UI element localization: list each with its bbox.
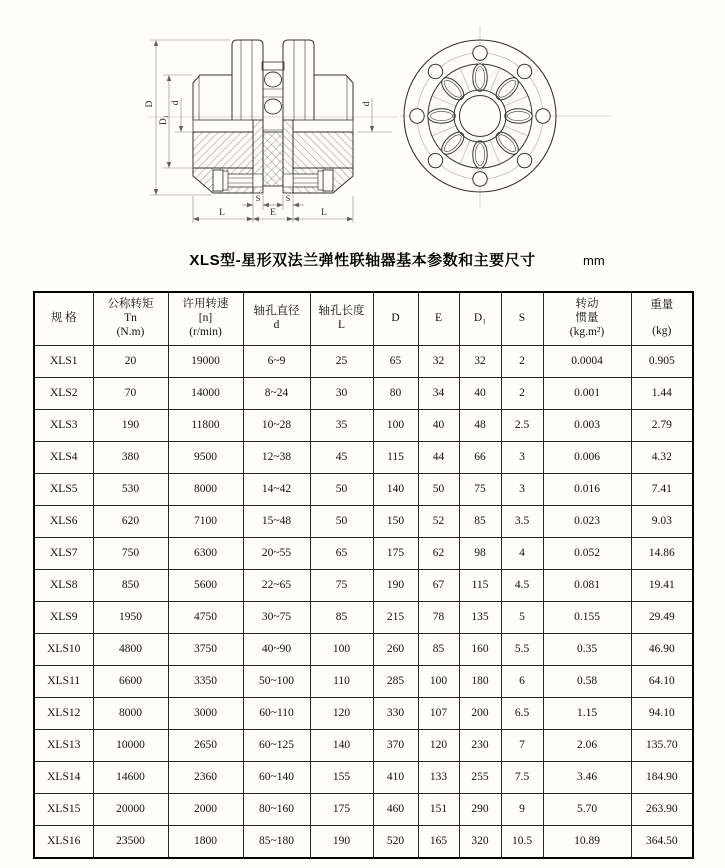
title-row [0,250,725,272]
label-D: D [145,100,155,108]
dimension-lines [150,40,392,223]
cell-bore: 60~140 [243,762,310,794]
table-row [34,410,693,442]
cell-speed: 3350 [168,666,243,698]
cell-torque: 1950 [93,602,168,634]
cell-spec: XLS15 [34,794,93,826]
cell-spec: XLS11 [34,666,93,698]
cell-D: 175 [373,538,418,570]
table-body [34,346,693,859]
left-bolt-head [213,170,223,191]
cell-E: 62 [418,538,459,570]
table-row [34,826,693,859]
table-row [34,730,693,762]
center-crosshatch [263,132,283,186]
cell-D1: 32 [459,346,501,378]
cell-D1: 85 [459,506,501,538]
cell-S: 6 [501,666,543,698]
cell-weight: 29.49 [631,602,693,634]
cell-S: 4 [501,538,543,570]
cell-weight: 1.44 [631,378,693,410]
spec-table [33,291,694,859]
cell-speed: 7100 [168,506,243,538]
cell-inertia: 2.06 [543,730,631,762]
cell-torque: 70 [93,378,168,410]
table-row [34,570,693,602]
cell-bore: 6~9 [243,346,310,378]
unit-label: mm [583,253,605,268]
table-row [34,698,693,730]
cell-D1: 255 [459,762,501,794]
cell-weight: 94.10 [631,698,693,730]
cell-torque: 8000 [93,698,168,730]
right-hub-outline [283,40,314,120]
cell-torque: 620 [93,506,168,538]
cell-spec: XLS13 [34,730,93,762]
cell-weight: 19.41 [631,570,693,602]
cell-length: 85 [310,602,373,634]
cell-spec: XLS12 [34,698,93,730]
left-hatched-mass [193,132,253,168]
cell-spec: XLS9 [34,602,93,634]
cell-D1: 75 [459,474,501,506]
cell-E: 44 [418,442,459,474]
label-S-left: S [255,193,261,203]
cell-inertia: 5.70 [543,794,631,826]
cell-spec: XLS16 [34,826,93,859]
cell-spec: XLS14 [34,762,93,794]
cell-speed: 2360 [168,762,243,794]
left-hub-outline [232,40,263,120]
cell-speed: 1800 [168,826,243,859]
cell-speed: 3000 [168,698,243,730]
cell-bore: 12~38 [243,442,310,474]
column-header-length: 轴孔长度 L [310,292,373,346]
elastomer-pellet-top [265,72,282,87]
label-S-right: S [285,193,291,203]
column-header-E: E [418,292,459,346]
cell-weight: 64.10 [631,666,693,698]
cell-speed: 3750 [168,634,243,666]
cell-E: 32 [418,346,459,378]
cell-weight: 46.90 [631,634,693,666]
cell-inertia: 0.001 [543,378,631,410]
cell-D: 140 [373,474,418,506]
cell-speed: 2650 [168,730,243,762]
cell-bore: 60~110 [243,698,310,730]
table-row [34,506,693,538]
cell-E: 133 [418,762,459,794]
cell-E: 40 [418,410,459,442]
cell-S: 2 [501,378,543,410]
cell-inertia: 0.006 [543,442,631,474]
cell-length: 35 [310,410,373,442]
cell-D: 330 [373,698,418,730]
cell-E: 107 [418,698,459,730]
cell-spec: XLS6 [34,506,93,538]
cell-spec: XLS10 [34,634,93,666]
cell-weight: 9.03 [631,506,693,538]
column-header-weight: 重量 (kg) [631,292,693,346]
cell-speed: 11800 [168,410,243,442]
cell-torque: 4800 [93,634,168,666]
cell-E: 120 [418,730,459,762]
column-header-D: D [373,292,418,346]
table-row [34,378,693,410]
cell-D1: 98 [459,538,501,570]
cell-D1: 48 [459,410,501,442]
cell-D1: 320 [459,826,501,859]
cell-inertia: 3.46 [543,762,631,794]
cell-length: 75 [310,570,373,602]
cell-length: 25 [310,346,373,378]
right-bore-strip [293,120,353,132]
cell-inertia: 0.052 [543,538,631,570]
cell-inertia: 0.023 [543,506,631,538]
cell-bore: 85~180 [243,826,310,859]
section-view [148,40,398,193]
cell-S: 6.5 [501,698,543,730]
cell-inertia: 0.0004 [543,346,631,378]
cell-spec: XLS7 [34,538,93,570]
cell-torque: 190 [93,410,168,442]
cell-weight: 263.90 [631,794,693,826]
cell-torque: 23500 [93,826,168,859]
cell-length: 110 [310,666,373,698]
cell-spec: XLS8 [34,570,93,602]
cell-bore: 15~48 [243,506,310,538]
cell-S: 5 [501,602,543,634]
cell-bore: 50~100 [243,666,310,698]
cell-S: 2.5 [501,410,543,442]
cell-length: 50 [310,474,373,506]
coupling-drawing-svg [0,0,725,250]
cell-weight: 14.86 [631,538,693,570]
front-view [400,26,612,208]
cell-D: 100 [373,410,418,442]
cell-inertia: 1.15 [543,698,631,730]
elastomer-pellet-bottom [265,99,282,114]
cell-S: 3 [501,442,543,474]
cell-spec: XLS4 [34,442,93,474]
table-header-row [34,292,693,346]
table-row [34,794,693,826]
cell-speed: 5600 [168,570,243,602]
cell-inertia: 10.89 [543,826,631,859]
cell-inertia: 0.58 [543,666,631,698]
cell-D: 65 [373,346,418,378]
cell-E: 100 [418,666,459,698]
cell-D: 410 [373,762,418,794]
cell-inertia: 0.081 [543,570,631,602]
table-row [34,442,693,474]
cell-torque: 850 [93,570,168,602]
cell-S: 7.5 [501,762,543,794]
cell-D1: 40 [459,378,501,410]
cell-speed: 6300 [168,538,243,570]
cell-torque: 10000 [93,730,168,762]
table-row [34,474,693,506]
cell-inertia: 0.016 [543,474,631,506]
cell-weight: 7.41 [631,474,693,506]
column-header-S: S [501,292,543,346]
technical-drawing [0,0,725,250]
cell-S: 4.5 [501,570,543,602]
label-D1: D₁ [159,114,169,126]
column-header-bore: 轴孔直径 d [243,292,310,346]
table-row [34,538,693,570]
cell-S: 3 [501,474,543,506]
column-header-inertia: 转动 惯量 (kg.m²) [543,292,631,346]
label-d-left: d [171,100,181,106]
cell-D1: 180 [459,666,501,698]
table-row [34,346,693,378]
cell-length: 65 [310,538,373,570]
cell-length: 190 [310,826,373,859]
cell-length: 30 [310,378,373,410]
cell-E: 85 [418,634,459,666]
cell-weight: 364.50 [631,826,693,859]
cell-weight: 184.90 [631,762,693,794]
cell-length: 175 [310,794,373,826]
cell-E: 78 [418,602,459,634]
cell-speed: 19000 [168,346,243,378]
cell-spec: XLS3 [34,410,93,442]
cell-length: 140 [310,730,373,762]
center-bore [460,96,501,137]
cell-bore: 30~75 [243,602,310,634]
cell-E: 34 [418,378,459,410]
page-title: XLS型-星形双法兰弹性联轴器基本参数和主要尺寸 [189,252,536,269]
cell-D: 190 [373,570,418,602]
cell-E: 151 [418,794,459,826]
cell-S: 7 [501,730,543,762]
cell-D: 215 [373,602,418,634]
table-row [34,666,693,698]
cell-torque: 6600 [93,666,168,698]
cell-bore: 20~55 [243,538,310,570]
cell-D: 285 [373,666,418,698]
cell-D1: 200 [459,698,501,730]
cell-D: 115 [373,442,418,474]
left-bore-strip [193,120,253,132]
cell-D: 460 [373,794,418,826]
cell-length: 155 [310,762,373,794]
label-E: E [270,208,276,218]
table-row [34,602,693,634]
cell-S: 9 [501,794,543,826]
cell-spec: XLS5 [34,474,93,506]
cell-E: 50 [418,474,459,506]
cell-D: 150 [373,506,418,538]
cell-speed: 9500 [168,442,243,474]
cell-bore: 80~160 [243,794,310,826]
cell-torque: 20000 [93,794,168,826]
right-hatched-mass [293,132,353,168]
cell-D: 370 [373,730,418,762]
cell-E: 52 [418,506,459,538]
cell-S: 5.5 [501,634,543,666]
cell-inertia: 0.35 [543,634,631,666]
label-L-left: L [219,208,225,218]
cell-length: 50 [310,506,373,538]
cell-D1: 115 [459,570,501,602]
cell-bore: 22~65 [243,570,310,602]
column-header-spec: 规 格 [34,292,93,346]
cell-bore: 60~125 [243,730,310,762]
cell-weight: 0.905 [631,346,693,378]
cell-bore: 10~28 [243,410,310,442]
cell-weight: 2.79 [631,410,693,442]
right-bolt-head [323,170,333,191]
cell-D: 80 [373,378,418,410]
table-row [34,762,693,794]
cell-weight: 135.70 [631,730,693,762]
cell-speed: 2000 [168,794,243,826]
cell-D1: 290 [459,794,501,826]
cell-torque: 380 [93,442,168,474]
table-row [34,634,693,666]
cell-bore: 14~42 [243,474,310,506]
cell-spec: XLS1 [34,346,93,378]
cell-D1: 230 [459,730,501,762]
cell-speed: 14000 [168,378,243,410]
cell-inertia: 0.155 [543,602,631,634]
cell-torque: 14600 [93,762,168,794]
cell-D1: 66 [459,442,501,474]
column-header-D1: D₁ [459,292,501,346]
cell-S: 10.5 [501,826,543,859]
cell-E: 67 [418,570,459,602]
cell-S: 2 [501,346,543,378]
column-header-torque: 公称转矩 Tn (N.m) [93,292,168,346]
cell-torque: 20 [93,346,168,378]
cell-D1: 135 [459,602,501,634]
cell-length: 100 [310,634,373,666]
cell-length: 45 [310,442,373,474]
cell-D: 260 [373,634,418,666]
cell-D1: 160 [459,634,501,666]
cell-spec: XLS2 [34,378,93,410]
cell-torque: 530 [93,474,168,506]
cell-E: 165 [418,826,459,859]
cell-bore: 40~90 [243,634,310,666]
cell-length: 120 [310,698,373,730]
cell-S: 3.5 [501,506,543,538]
cell-D: 520 [373,826,418,859]
cell-inertia: 0.003 [543,410,631,442]
cell-speed: 4750 [168,602,243,634]
cell-speed: 8000 [168,474,243,506]
cell-weight: 4.32 [631,442,693,474]
cell-bore: 8~24 [243,378,310,410]
label-L-right: L [321,208,327,218]
label-d-right: d [362,101,372,107]
cell-torque: 750 [93,538,168,570]
column-header-speed: 许用转速 [n] (r/min) [168,292,243,346]
